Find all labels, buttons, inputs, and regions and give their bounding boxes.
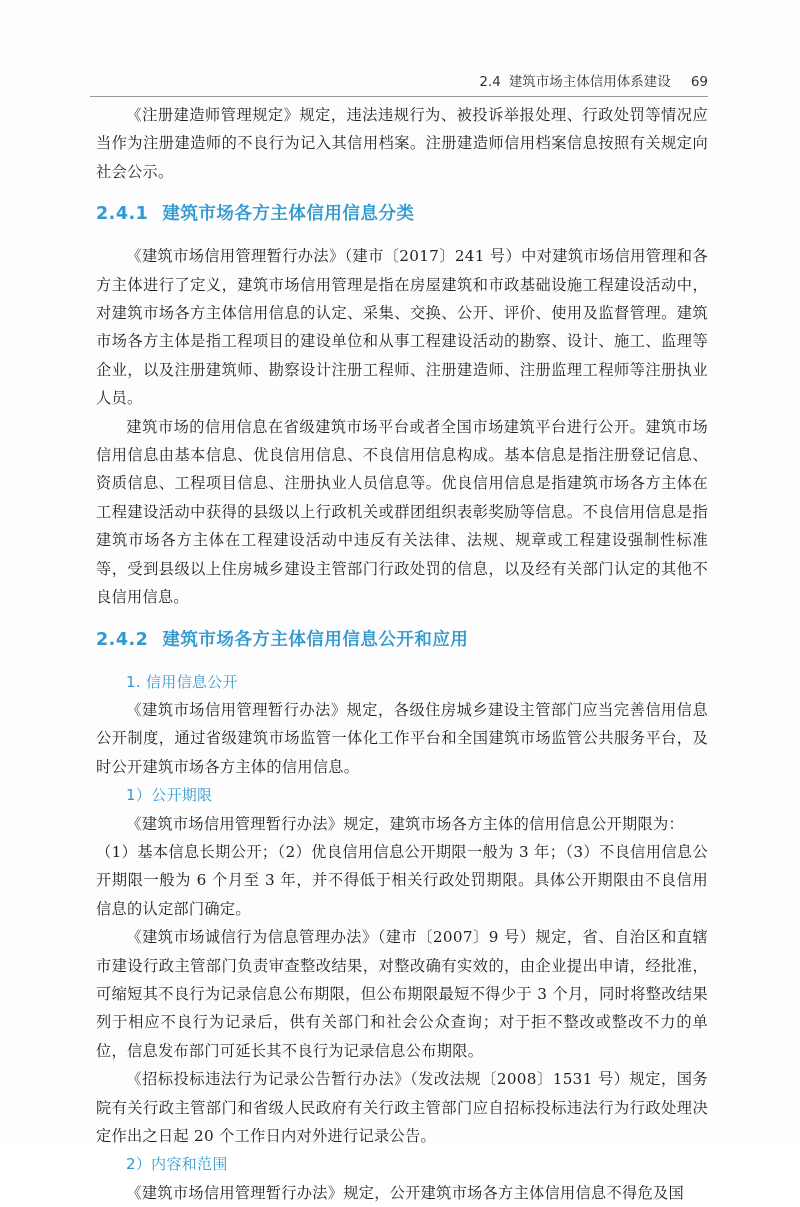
body-paragraph: 《建筑市场信用管理暂行办法》规定，各级住房城乡建设主管部门应当完善信用信息公开制度，通过省级建筑市场监管一体化工作平台和全国建筑市场监管公共服务平台，及时公开建筑市场各方主体的信用信息。 <box>96 700 708 776</box>
section-title: 建筑市场各方主体信用信息分类 <box>162 204 415 225</box>
body-paragraph: 《招标投标违法行为记录公告暂行办法》（发改法规〔2008〕1531 号）规定，国务院有关行政主管部门和省级人民政府有关行政主管部门应自招标投标违法行为行政处理决定作出之日起 20 个工作日内对外进行记录公告。 <box>96 1070 708 1145</box>
subsection-heading-info-disclosure: 1. 信用信息公开 <box>126 672 238 691</box>
body-paragraph: 《建筑市场信用管理暂行办法》规定，建筑市场各方主体的信用信息公开期限为： <box>126 814 684 833</box>
intro-paragraph: 《注册建造师管理规定》规定，违法违规行为、被投诉举报处理、行政处罚等情况应当作为注册建造师的不良行为记入其信用档案。注册建造师信用档案信息按照有关规定向社会公示。 <box>96 106 708 181</box>
item-heading-content-scope: 2）内容和范围 <box>126 1155 228 1174</box>
body-paragraph: 建筑市场的信用信息在省级建筑市场平台或者全国市场建筑平台进行公开。建筑市场信用信息由基本信息、优良信用信息、不良信用信息构成。基本信息是指注册登记信息、资质信息、工程项目信息、注册执业人员信息等。优良信用信息是指建筑市场各方主体在工程建设活动中获得的县级以上行政机关或群团组织表彰奖励等信息。不良信用信息是指建筑市场各方主体在工程建设活动中违反有关法律、法规、规章或工程建设强制性标准等，受到县级以上住房城乡建设主管部门行政处罚的信息，以及经有关部门认定的其他不良信用信息。 <box>96 417 708 607</box>
body-paragraph: 《建筑市场信用管理暂行办法》（建市〔2017〕241 号）中对建筑市场信用管理和各方主体进行了定义，建筑市场信用管理是指在房屋建筑和市政基础设施工程建设活动中，对建筑市场各方主体信用信息的认定、采集、交换、公开、评价、使用及监督管理。建筑市场各方主体是指工程项目的建设单位和从事工程建设活动的勘察、设计、施工、监理等企业，以及注册建筑师、勘察设计注册工程师、注册建造师、注册监理工程师等注册执业人员。 <box>96 247 708 408</box>
section-number: 2.4.2 <box>96 629 149 650</box>
item-heading-disclosure-period: 1）公开期限 <box>126 786 213 805</box>
section-heading-2-4-1 <box>96 199 708 229</box>
section-heading-2-4-2 <box>96 625 708 655</box>
body-paragraph-list: （1）基本信息长期公开；（2）优良信用信息公开期限一般为 3 年；（3）不良信用信息公开期限一般为 6 个月至 3 年，并不得低于相关行政处罚期限。具体公开期限由不良信用信息的认定部门确定。 <box>96 842 708 918</box>
header-rule <box>90 96 708 97</box>
section-number: 2.4.1 <box>96 204 149 225</box>
running-head <box>420 70 708 94</box>
body-paragraph: 《建筑市场信用管理暂行办法》规定，公开建筑市场各方主体信用信息不得危及国 <box>126 1183 684 1202</box>
page-body <box>96 101 708 1207</box>
running-head-section-title: 建筑市场主体信用体系建设 <box>508 74 671 90</box>
body-paragraph: 《建筑市场诚信行为信息管理办法》（建市〔2007〕9 号）规定，省、自治区和直辖市建设行政主管部门负责审查整改结果，对整改确有实效的，由企业提出申请，经批准，可缩短其不良行为记录信息公布期限，但公布期限最短不得少于 3 个月，同时将整改结果列于相应不良行为记录后，供有关部门和社会公众查询；对于拒不整改或整改不力的单位，信息发布部门可延长其不良行为记录信息公布期限。 <box>96 928 708 1060</box>
page-number: 69 <box>690 74 708 90</box>
section-title: 建筑市场各方主体信用信息公开和应用 <box>162 629 469 650</box>
running-head-section-number: 2.4 <box>479 74 501 90</box>
